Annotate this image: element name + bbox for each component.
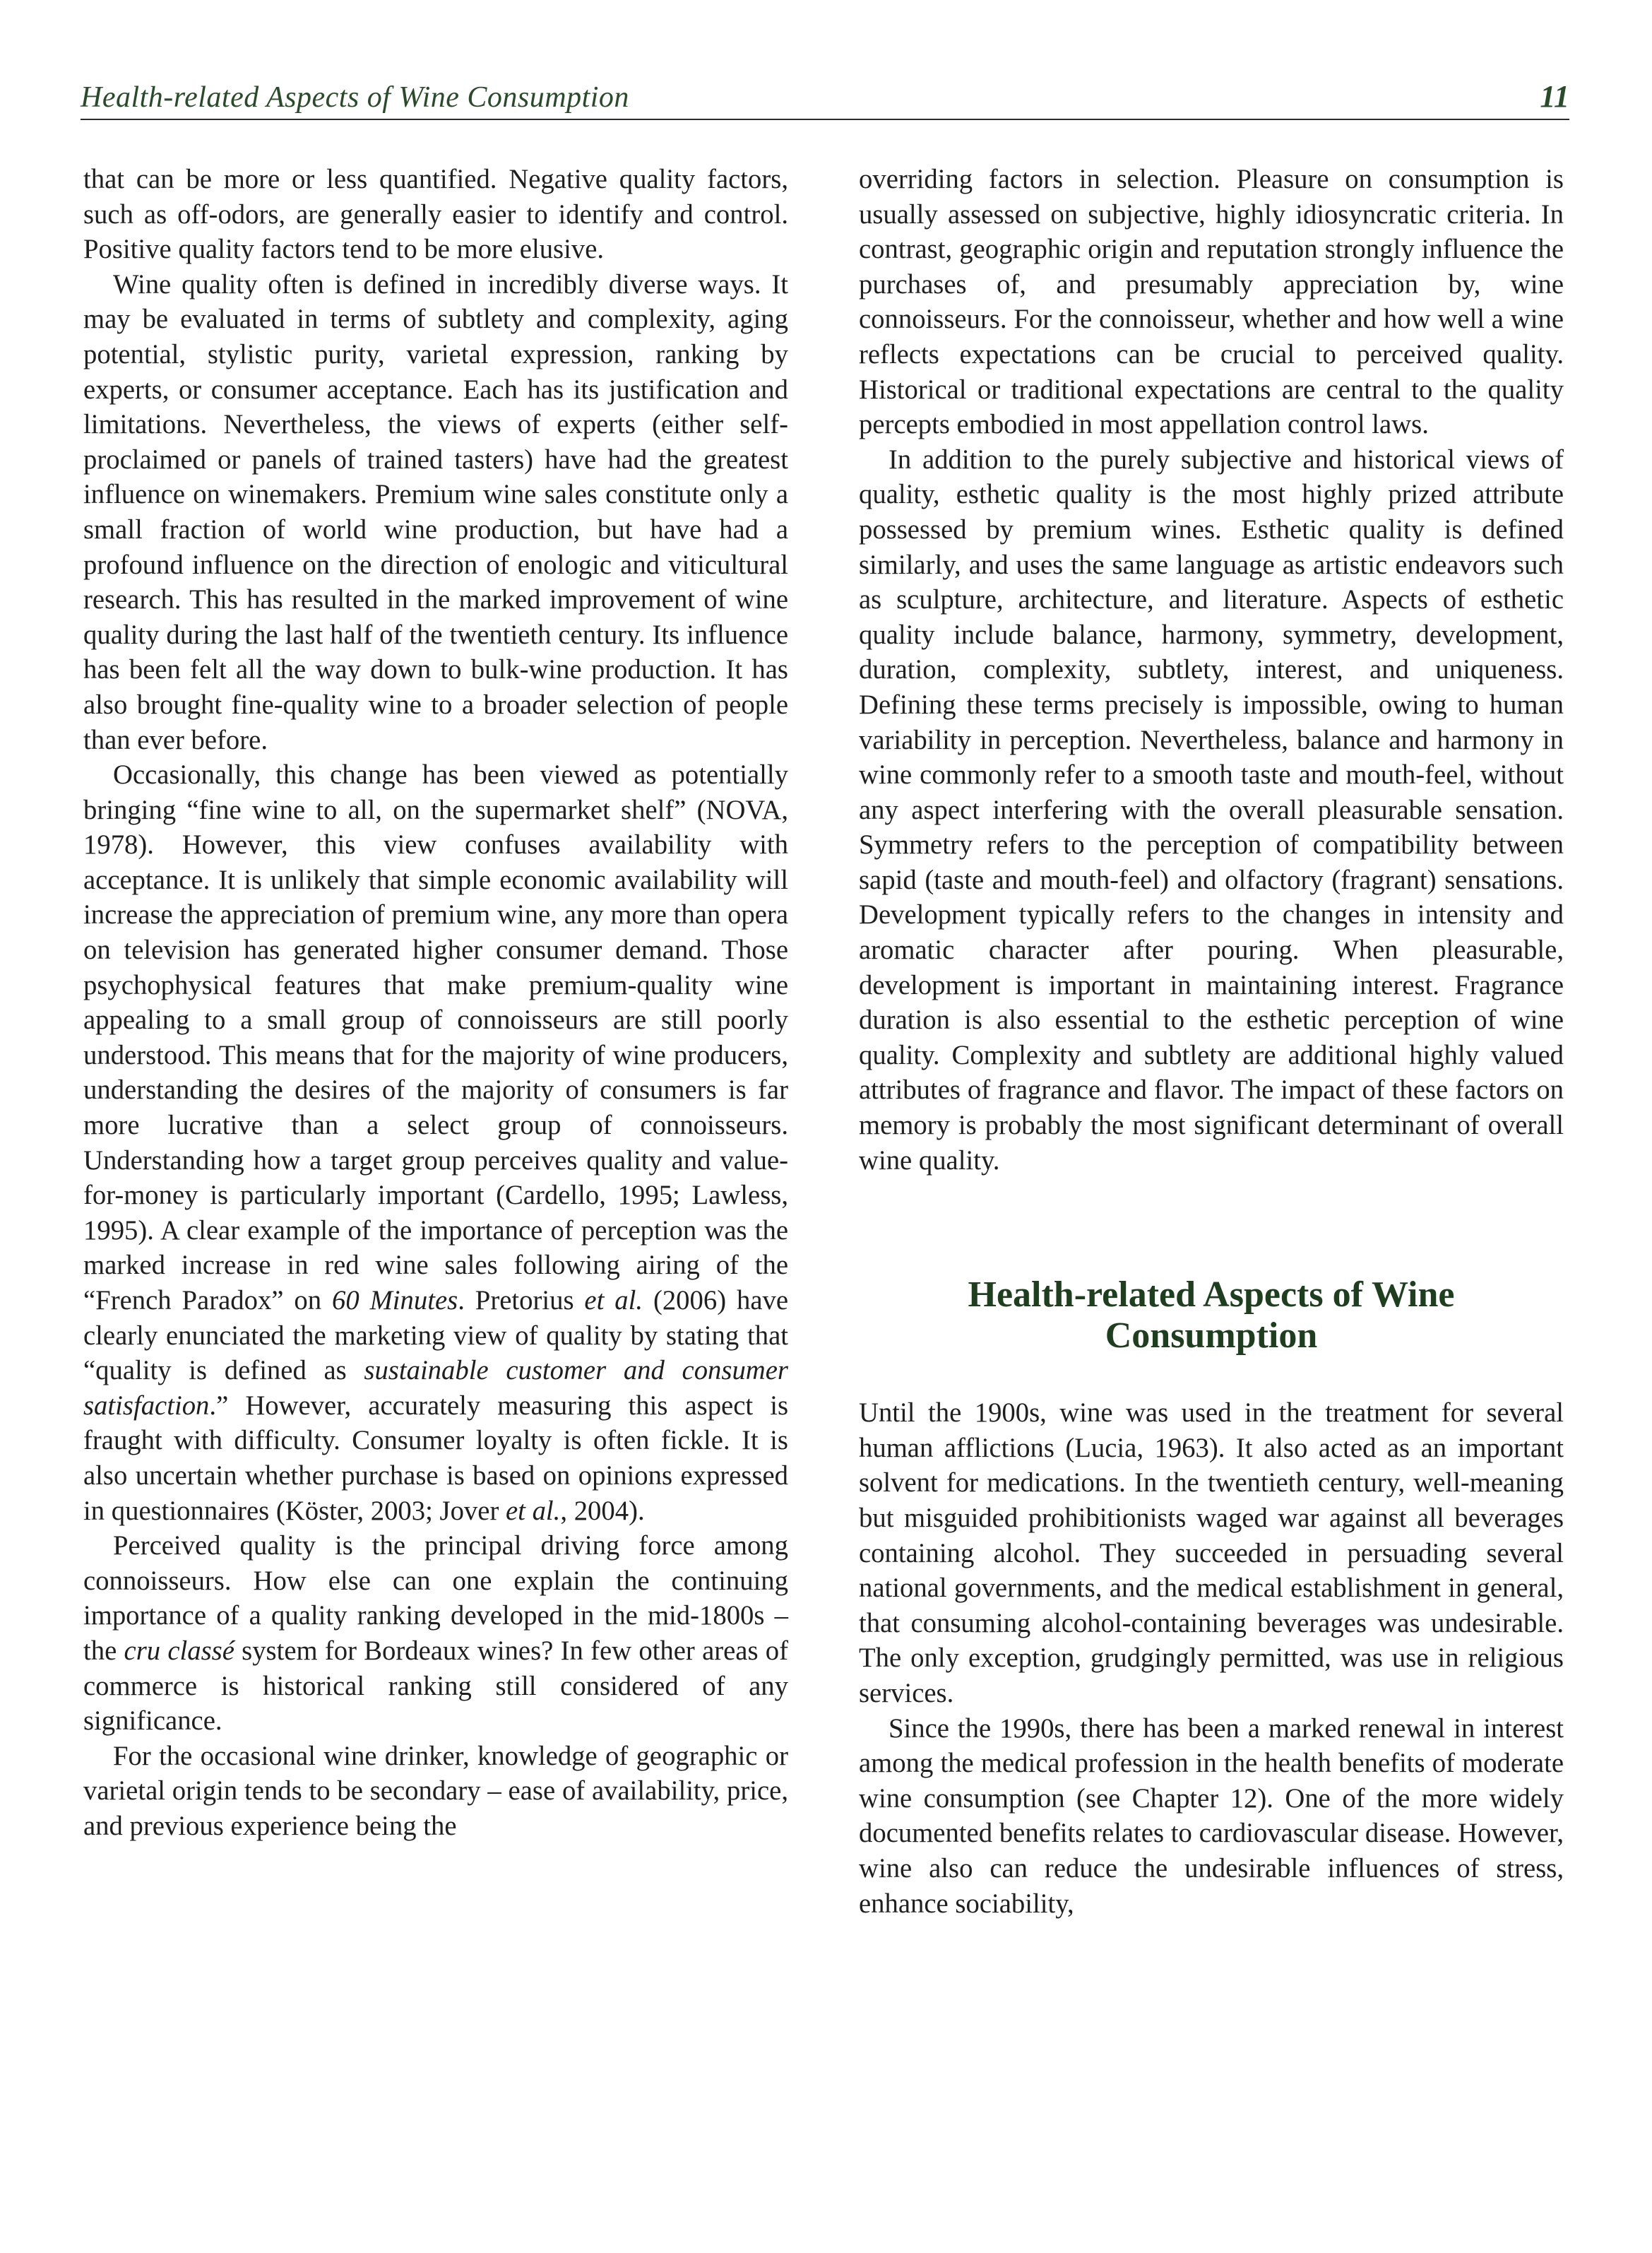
paragraph	[83, 1529, 788, 1739]
paragraph: Until the 1900s, wine was used in the treatment for several human afflictions (Lucia, 1963). It also acted as an important solvent for medications. In the twentieth century, well-meaning but misguided prohibitionists waged war against all beverages containing alcohol. They succeeded in persuading several national governments, and the medical establishment in general, that consuming alcohol-containing beverages was undesirable. The only exception, grudgingly permitted, was use in religious services.	[859, 1398, 1564, 1708]
page-header	[81, 76, 1569, 120]
running-head: Health-related Aspects of Wine Consumption	[81, 81, 629, 114]
paragraph-text: Occasionally, this change has been viewed as potentially bringing “fine wine to all, on the supermarket shelf” (NOVA, 1978). However, this view confuses availability with acceptance. It is unlikely that simple economic availability will increase the appreciation of premium wine, any more than opera on television has generated higher consumer demand. Those psychophysical features that make premium-quality wine appealing to a small group of connoisseurs are still poorly understood. This means that for the majority of wine producers, understanding the desires of the majority of consumers is far more lucrative than a select group of connoisseurs. Understanding how a target group perceives quality and value-for-money is particularly important (Cardello, 1995; Lawless, 1995). A clear example of the importance of perception was the marked increase in red wine sales following airing of the “French Paradox” on	[83, 760, 788, 1315]
paragraph-text: Perceived quality is the principal driving force among connoisseurs. How else can one explain the continuing importance of a quality ranking developed in the mid-1800s – the	[83, 1531, 788, 1666]
paragraph-text: system for Bordeaux wines? In few other areas of commerce is historical ranking still considered of any significance.	[83, 1636, 788, 1737]
paragraph: For the occasional wine drinker, knowledge of geographic or varietal origin tends to be secondary – ease of availability, price, and previous experience being the	[83, 1741, 788, 1841]
left-column	[83, 162, 788, 1845]
paragraph	[83, 758, 788, 1529]
paragraph: Since the 1990s, there has been a marked renewal in interest among the medical profession in the health benefits of moderate wine consumption (see Chapter 12). One of the more widely documented benefits relates to cardiovascular disease. However, wine also can reduce the undesirable influences of stress, enhance sociability,	[859, 1713, 1564, 1919]
citation-et-al: et al.	[506, 1496, 561, 1526]
paragraph-text: (2006) have clearly enunciated the marketing view of quality by stating that “quality is defined as	[83, 1286, 789, 1386]
paragraph: that can be more or less quantified. Negative quality factors, such as off-odors, are generally easier to identify and control. Positive quality factors tend to be more elusive.	[83, 165, 788, 265]
cru-classe-term: cru classé	[124, 1636, 234, 1666]
right-column	[859, 162, 1564, 1922]
section-heading: Health-related Aspects of Wine Consumption	[968, 1275, 1455, 1356]
paragraph: Wine quality often is defined in incredibly diverse ways. It may be evaluated in terms of subtlety and complexity, aging potential, stylistic purity, varietal expression, ranking by experts, or consumer acceptance. Each has its justification and limitations. Nevertheless, the views of experts (either self-proclaimed or panels of trained tasters) have had the greatest influence on winemakers. Premium wine sales constitute only a small fraction of world wine production, but have had a profound influence on the direction of enologic and viticultural research. This has resulted in the marked improvement of wine quality during the last half of the twentieth century. Its influence has been felt all the way down to bulk-wine production. It has also brought fine-quality wine to a broader selection of people than ever before.	[83, 269, 788, 755]
tv-show-title: 60 Minutes	[331, 1286, 458, 1315]
paragraph: In addition to the purely subjective and historical views of quality, esthetic quality is the most highly prized attribute possessed by premium wines. Esthetic quality is defined similarly, and uses the same language as artistic endeavors such as sculpture, architecture, and literature. Aspects of esthetic quality include balance, harmony, symmetry, development, duration, complexity, subtlety, interest, and uniqueness. Defining these terms precisely is impossible, owing to human variability in perception. Nevertheless, balance and harmony in wine commonly refer to a smooth taste and mouth-feel, without any aspect interfering with the overall pleasurable sensation. Symmetry refers to the perception of compatibility between sapid (taste and mouth-feel) and olfactory (fragrant) sensations. Development typically refers to the changes in intensity and aromatic character after pouring. When pleasurable, development is important in maintaining interest. Fragrance duration is also essential to the esthetic perception of wine quality. Complexity and subtlety are additional highly valued attributes of fragrance and flavor. The impact of these factors on memory is probably the most significant determinant of overall wine quality.	[859, 444, 1564, 1176]
quoted-definition: sustainable customer and consumer satisfaction	[83, 1356, 788, 1421]
paragraph-text: , 2004).	[560, 1496, 645, 1526]
paragraph-text: .” However, accurately measuring this aspect is fraught with difficulty. Consumer loyalty is often fickle. It is also uncertain whether purchase is based on opinions expressed in questionnaires (Köster, 2003; Jover	[83, 1390, 788, 1526]
citation-et-al: et al.	[584, 1286, 643, 1315]
paragraph: overriding factors in selection. Pleasure on consumption is usually assessed on subjective, highly idiosyncratic criteria. In contrast, geographic origin and reputation strongly influence the purchases of, and presumably appreciation by, wine connoisseurs. For the connoisseur, whether and how well a wine reflects expectations can be crucial to perceived quality. Historical or traditional expectations are central to the quality percepts embodied in most appellation control laws.	[859, 165, 1564, 440]
paragraph-text: . Pretorius	[458, 1286, 585, 1315]
page-number: 11	[1540, 79, 1569, 114]
